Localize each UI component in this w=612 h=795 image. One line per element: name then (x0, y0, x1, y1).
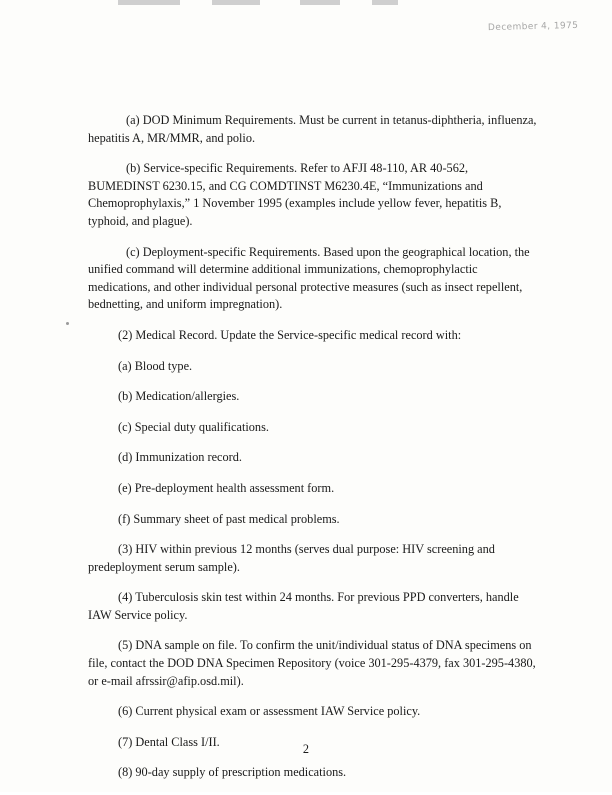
paragraph-deployment-specific-requirements: (c) Deployment-specific Requirements. Based upon the geographical location, the unified command will determine additional immunizations, chemoprophylactic medications, and other individual personal protective measures (such as insect repellent, bednetting, and uniform impregnation). (88, 244, 530, 312)
paragraph-dna-sample: (5) DNA sample on file. To confirm the unit/individual status of DNA specimens on file, contact the DOD DNA Specimen Repository (voice 301-295-4379, fax 301-295-4380, or e-mail afrssir@afip.osd.mil). (88, 638, 536, 688)
list-item-pre-deployment-health-assessment: (e) Pre-deployment health assessment form. (118, 480, 335, 495)
paragraph-service-specific-requirements: (b) Service-specific Requirements. Refer to AFJI 48-110, AR 40-562, BUMEDINST 6230.15, and CG COMDTINST M6230.4E, “Immunizations and Chemoprophylaxis,” 1 November 1995 (examples include yellow fever, hepatitis B, typhoid, and plague). (88, 161, 502, 228)
stray-ink-mark (66, 322, 69, 325)
scan-artifact-marks (0, 0, 612, 8)
list-item-medication-allergies: (b) Medication/allergies. (118, 389, 240, 404)
paragraph-dod-minimum-requirements: (a) DOD Minimum Requirements. Must be current in tetanus-diphtheria, influenza, hepatitis A, MR/MMR, and polio. (88, 113, 537, 145)
handwritten-date-annotation: December 4, 1975 (487, 20, 579, 34)
scan-mark (212, 0, 260, 5)
paragraph-physical-exam: (6) Current physical exam or assessment IAW Service policy. (118, 704, 421, 719)
list-item-summary-sheet: (f) Summary sheet of past medical problems. (118, 511, 340, 526)
list-item-blood-type: (a) Blood type. (118, 358, 193, 373)
page-number: 2 (302, 742, 310, 756)
document-body (88, 112, 540, 795)
list-item-special-duty-qualifications: (c) Special duty qualifications. (118, 419, 269, 434)
paragraph-hiv: (3) HIV within previous 12 months (serves dual purpose: HIV screening and predeployment serum sample). (88, 542, 495, 574)
paragraph-dental-class: (7) Dental Class I/II. (118, 734, 220, 749)
scan-mark (118, 0, 180, 5)
paragraph-medical-record: (2) Medical Record. Update the Service-specific medical record with: (118, 327, 462, 342)
scan-mark (372, 0, 398, 5)
paragraph-tuberculosis: (4) Tuberculosis skin test within 24 months. For previous PPD converters, handle IAW Service policy. (88, 590, 519, 622)
paragraph-prescription-medications: (8) 90-day supply of prescription medications. (118, 765, 347, 780)
scan-mark (300, 0, 340, 5)
list-item-immunization-record: (d) Immunization record. (118, 450, 242, 465)
